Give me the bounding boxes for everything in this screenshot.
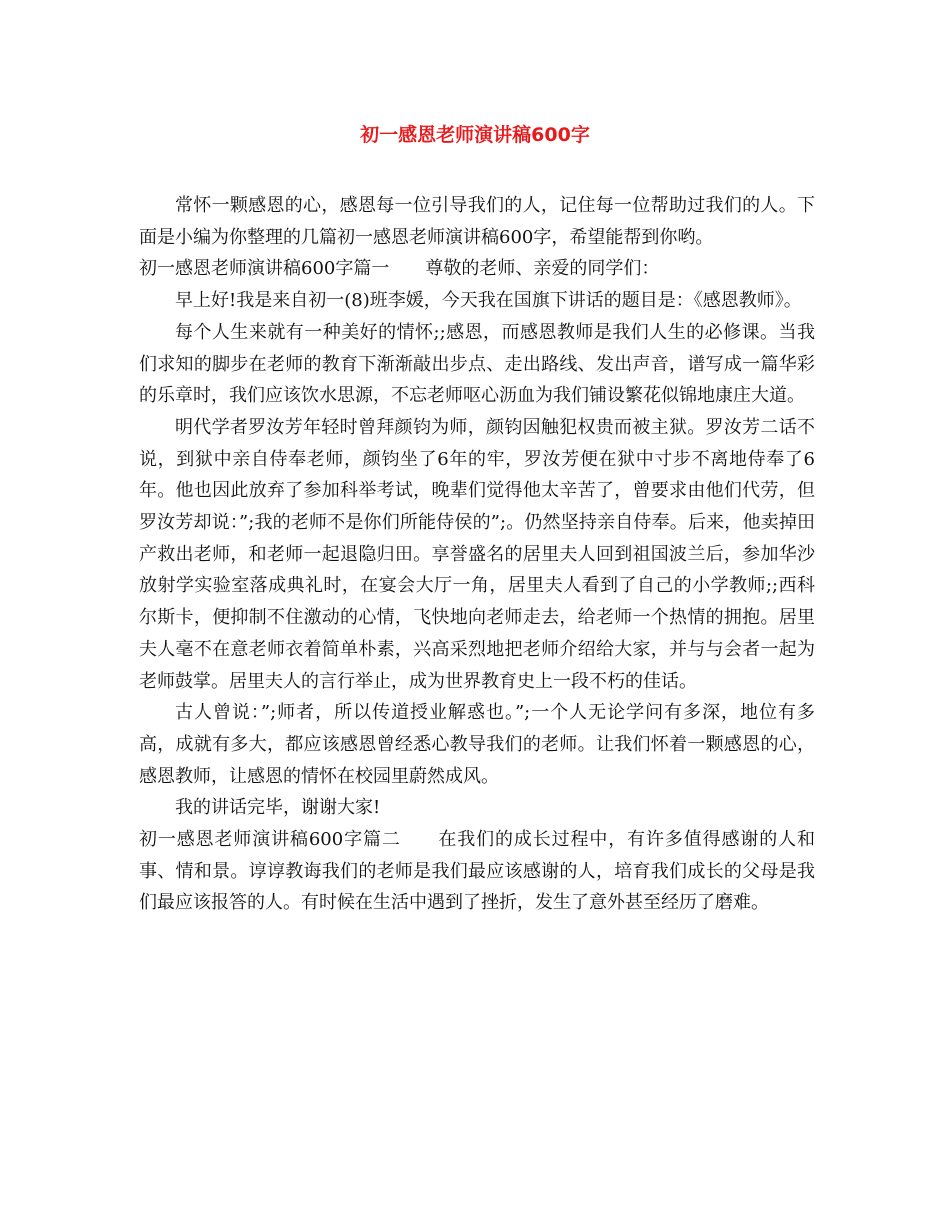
greeting-paragraph: 早上好!我是来自初一(8)班李媛，今天我在国旗下讲话的题目是：《感恩教师》。 — [175, 290, 802, 312]
document-body — [139, 190, 815, 919]
intro-paragraph: 常怀一颗感恩的心，感恩每一位引导我们的人，记住每一位帮助过我们的人。下面是小编为你整理的几篇初一感恩老师演讲稿600字，希望能帮到你哟。 — [139, 195, 815, 248]
section-one-heading-paragraph: 初一感恩老师演讲稿600字篇一 尊敬的老师、亲爱的同学们： — [139, 258, 660, 280]
story-paragraph: 明代学者罗汝芳年轻时曾拜颜钧为师，颜钧因触犯权贵而被主狱。罗汝芳二话不说，到狱中亲自侍奉老师，颜钧坐了6年的牢，罗汝芳便在狱中寸步不离地侍奉了6年。他也因此放弃了参加科举考试，晚辈们觉得他太辛苦了，曾要求由他们代劳，但罗汝芳却说：”;我的老师不是你们所能侍侯的”;。仍然坚持亲自侍奉。后来，他卖掉田产救出老师，和老师一起退隐归田。享誉盛名的居里夫人回到祖国波兰后，参加华沙放射学实验室落成典礼时，在宴会大厅一角，居里夫人看到了自己的小学教师;;西科尔斯卡，便抑制不住激动的心情，飞快地向老师走去，给老师一个热情的拥抱。居里夫人毫不在意老师衣着简单朴素，兴高采烈地把老师介绍给大家，并与与会者一起为老师鼓掌。居里夫人的言行举止，成为世界教育史上一段不朽的佳话。 — [139, 416, 816, 692]
gratitude-paragraph: 每个人生来就有一种美好的情怀;;感恩，而感恩教师是我们人生的必修课。当我们求知的脚步在老师的教育下渐渐敲出步点、走出路线、发出声音，谱写成一篇华彩的乐章时，我们应该饮水思源，不忘老师呕心沥血为我们铺设繁花似锦地康庄大道。 — [139, 321, 815, 407]
section-two-paragraph: 初一感恩老师演讲稿600字篇二 在我们的成长过程中，有许多值得感谢的人和事、情和景。谆谆教诲我们的老师是我们最应该感谢的人，培育我们成长的父母是我们最应该报答的人。有时候在生活中遇到了挫折，发生了意外甚至经历了磨难。 — [139, 829, 815, 914]
closing-paragraph: 我的讲话完毕，谢谢大家! — [175, 797, 381, 819]
ancient-saying-paragraph: 古人曾说：”;师者，所以传道授业解惑也。”;一个人无论学问有多深，地位有多高，成就有多大，都应该感恩曾经悉心教导我们的老师。让我们怀着一颗感恩的心，感恩教师，让感恩的情怀在校园里蔚然成风。 — [139, 702, 815, 787]
document-title: 初一感恩老师演讲稿600字 — [360, 124, 590, 146]
